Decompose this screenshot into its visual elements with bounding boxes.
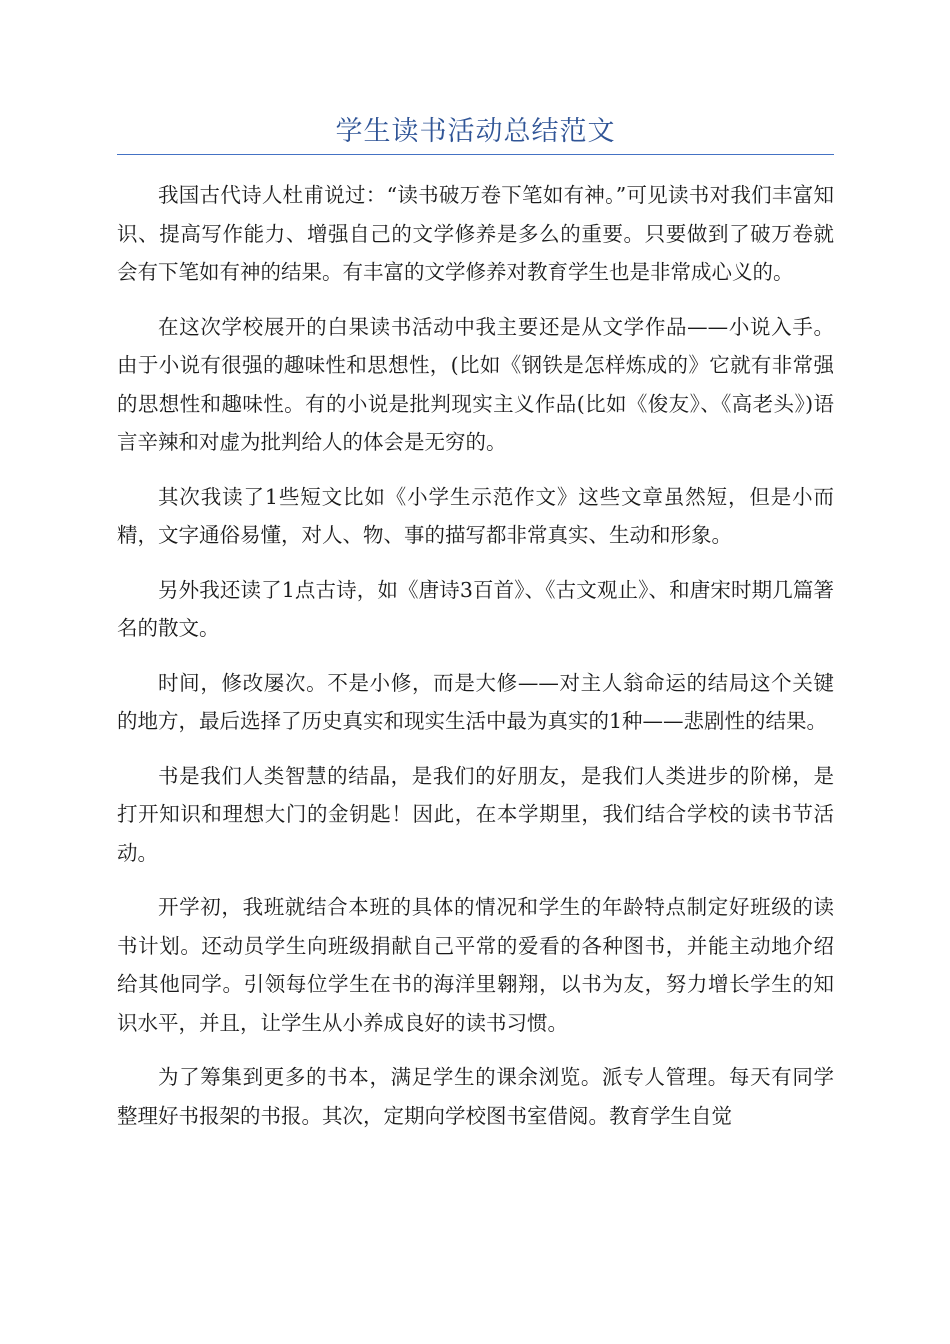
paragraph-3: 其次我读了1些短文比如《小学生示范作文》这些文章虽然短，但是小而精，文字通俗易懂，对人、物、事的描写都非常真实、生动和形象。 xyxy=(117,484,834,547)
paragraph-5: 时间，修改屡次。不是小修，而是大修——对主人翁命运的结局这个关键的地方，最后选择了历史真实和现实生活中最为真实的1种——悲剧性的结果。 xyxy=(117,670,834,733)
document-body xyxy=(117,176,834,1151)
paragraph-1: 我国古代诗人杜甫说过：“读书破万卷下笔如有神。”可见读书对我们丰富知识、提高写作能力、增强自己的文学修养是多么的重要。只要做到了破万卷就会有下笔如有神的结果。有丰富的文学修养对教育学生也是非常成心义的。 xyxy=(117,183,834,284)
paragraph-6: 书是我们人类智慧的结晶，是我们的好朋友，是我们人类进步的阶梯，是打开知识和理想大门的金钥匙！因此，在本学期里，我们结合学校的读书节活动。 xyxy=(117,763,834,865)
document-title: 学生读书活动总结范文 xyxy=(335,116,616,147)
title-underline xyxy=(117,154,834,155)
paragraph-4: 另外我还读了1点古诗，如《唐诗3百首》、《古文观止》、和唐宋时期几篇箸名的散文。 xyxy=(117,577,834,640)
paragraph-8: 为了筹集到更多的书本，满足学生的课余浏览。派专人管理。每天有同学整理好书报架的书报。其次，定期向学校图书室借阅。教育学生自觉 xyxy=(117,1065,834,1128)
paragraph-7: 开学初，我班就结合本班的具体的情况和学生的年龄特点制定好班级的读书计划。还动员学生向班级捐献自己平常的爱看的各种图书，并能主动地介绍给其他同学。引领每位学生在书的海洋里翱翔，以书为友，努力增长学生的知识水平，并且，让学生从小养成良好的读书习惯。 xyxy=(117,895,834,1035)
paragraph-2: 在这次学校展开的白果读书活动中我主要还是从文学作品——小说入手。由于小说有很强的趣味性和思想性，(比如《钢铁是怎样炼成的》它就有非常强的思想性和趣味性。有的小说是批判现实主义作品(比如《俊友》、《高老头》)语言辛辣和对虚为批判给人的体会是无穷的。 xyxy=(117,314,834,454)
